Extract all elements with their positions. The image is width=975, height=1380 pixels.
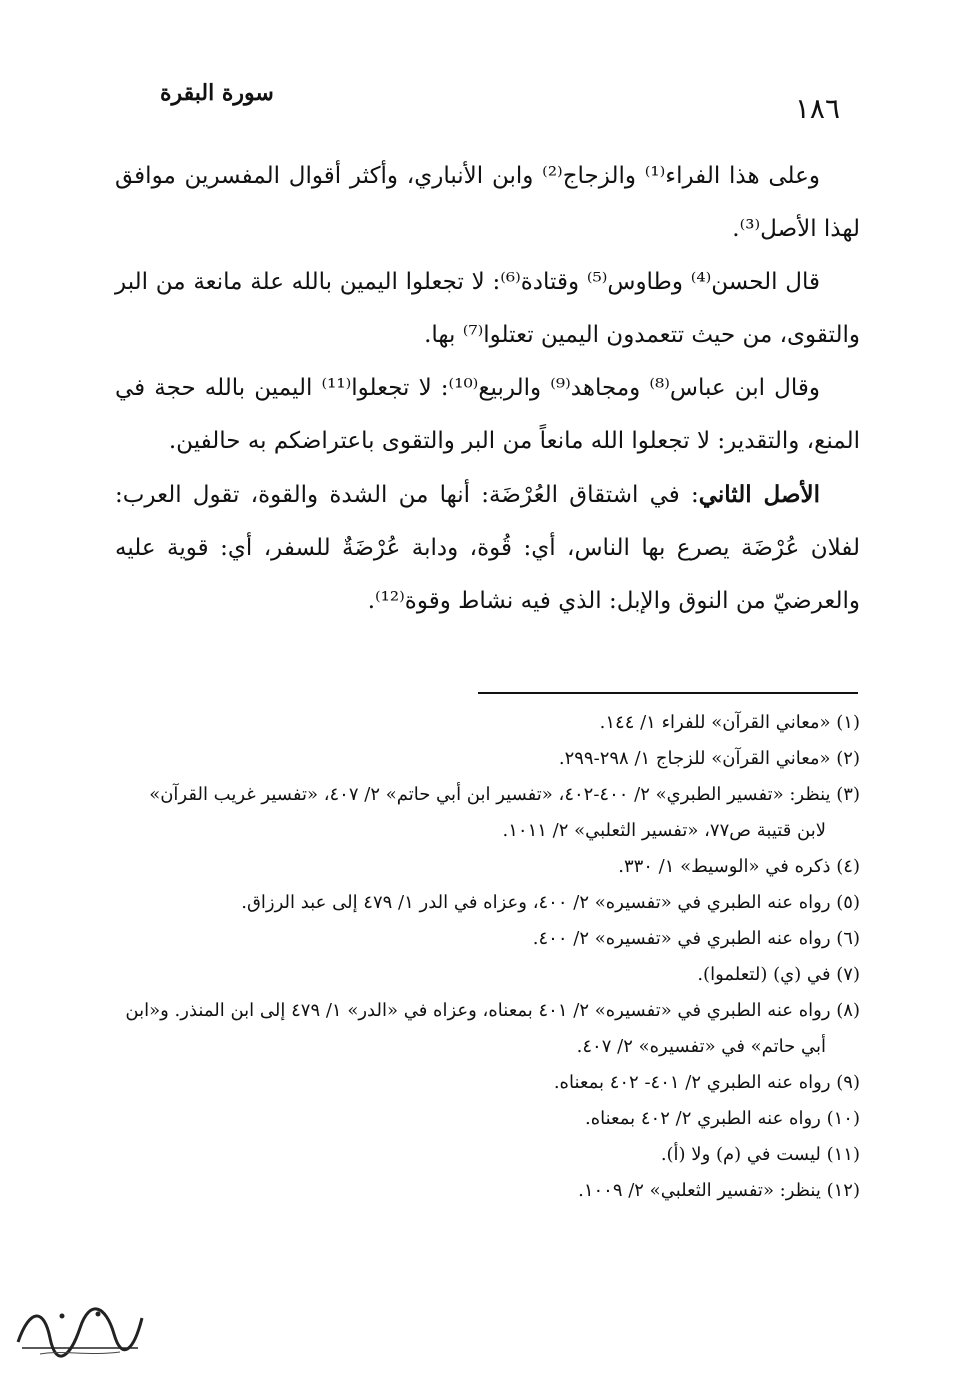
footnote-8: (٨) رواه عنه الطبري في «تفسيره» ٢/ ٤٠١ بمعناه، وعزاه في «الدر» ١/ ٤٧٩ إلى ابن المنذر. و«ابن أبي حاتم» في «تفسيره» ٢/ ٤٠٧.: [125, 1000, 860, 1057]
footnote-divider: [478, 692, 858, 694]
page-header: [140, 80, 840, 130]
footnote-3: (٣) ينظر: «تفسير الطبري» ٢/ ٤٠٠-٤٠٢، «تفسير ابن أبي حاتم» ٢/ ٤٠٧، «تفسير غريب القرآن» لابن قتيبة ص٧٧، «تفسير الثعلبي» ٢/ ١٠١١.: [149, 784, 860, 841]
surah-title: سورة البقرة: [160, 80, 274, 106]
footnote-7: (٧) في (ي) (لتعلموا).: [697, 964, 860, 985]
footnotes: [120, 705, 860, 1209]
paragraph-2: قال الحسن⁽⁴⁾ وطاوس⁽⁵⁾ وقتادة⁽⁶⁾: لا تجعلوا اليمين بالله علة مانعة من البر والتقوى، من حيث تتعمدون اليمين تعتلوا⁽⁷⁾ بها.: [115, 269, 860, 348]
footnote-12: (١٢) ينظر: «تفسير الثعلبي» ٢/ ١٠٠٩.: [578, 1180, 860, 1201]
footnote-4: (٤) ذكره في «الوسيط» ١/ ٣٣٠.: [618, 856, 860, 877]
footnote-1: (١) «معاني القرآن» للفراء ١/ ١٤٤.: [599, 712, 860, 733]
footnote-2: (٢) «معاني القرآن» للزجاج ١/ ٢٩٨-٢٩٩.: [558, 748, 860, 769]
footnote-11: (١١) ليست في (م) ولا (أ).: [660, 1144, 860, 1165]
section-heading: الأصل الثاني: [698, 481, 820, 508]
footnote-5: (٥) رواه عنه الطبري في «تفسيره» ٢/ ٤٠٠، وعزاه في الدر ١/ ٤٧٩ إلى عبد الرزاق.: [241, 892, 860, 913]
footnote-6: (٦) رواه عنه الطبري في «تفسيره» ٢/ ٤٠٠.: [532, 928, 860, 949]
main-text: [115, 150, 860, 628]
page-number: ١٨٦: [794, 92, 840, 125]
footnote-9: (٩) رواه عنه الطبري ٢/ ٤٠١- ٤٠٢ بمعناه.: [553, 1072, 860, 1093]
publisher-logo-icon: [10, 1298, 150, 1360]
paragraph-1: وعلى هذا الفراء⁽¹⁾ والزجاج⁽²⁾ وابن الأنباري، وأكثر أقوال المفسرين موافق لهذا الأصل⁽³⁾.: [115, 163, 860, 242]
paragraph-4: [115, 468, 860, 628]
footnote-10: (١٠) رواه عنه الطبري ٢/ ٤٠٢ بمعناه.: [584, 1108, 860, 1129]
paragraph-4-text: : في اشتقاق العُرْضَة: أنها من الشدة والقوة، تقول العرب: لفلان عُرْضَة يصرع بها الناس، أي: قُوة، ودابة عُرْضَةٌ للسفر، أي: قوية عليه والعرضيّ من النوق والإبل: الذي فيه نشاط وقوة⁽¹²⁾.: [115, 482, 860, 614]
paragraph-3: وقال ابن عباس⁽⁸⁾ ومجاهد⁽⁹⁾ والربيع⁽¹⁰⁾: لا تجعلوا⁽¹¹⁾ اليمين بالله حجة في المنع، والتقدير: لا تجعلوا الله مانعاً من البر والتقوى باعتراضكم به حالفين.: [115, 375, 860, 454]
